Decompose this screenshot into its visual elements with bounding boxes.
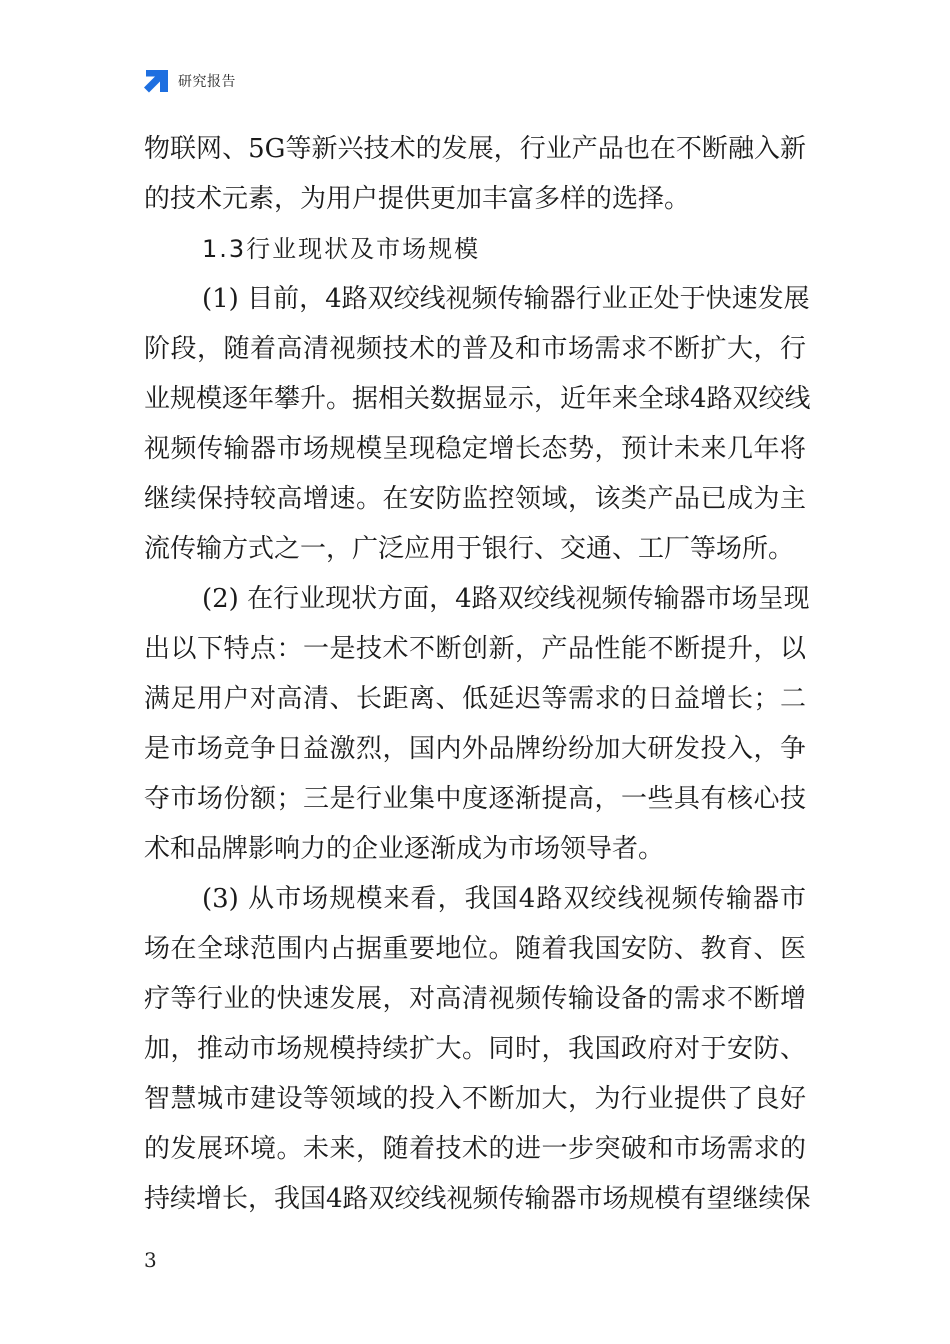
text-line: 业规模逐年攀升。据相关数据显示，近年来全球4路双绞线 [144, 384, 811, 414]
text-line: 的技术元素，为用户提供更加丰富多样的选择。 [144, 184, 691, 214]
text-line: 满足用户对高清、长距离、低延迟等需求的日益增长；二 [144, 684, 806, 714]
text-line: 疗等行业的快速发展，对高清视频传输设备的需求不断增 [144, 984, 806, 1014]
page-number: 3 [144, 1248, 157, 1272]
text-line: 继续保持较高增速。在安防监控领域，该类产品已成为主 [144, 484, 806, 514]
text-line: 是市场竞争日益激烈，国内外品牌纷纷加大研发投入，争 [144, 734, 806, 764]
text-line: 智慧城市建设等领域的投入不断加大，为行业提供了良好 [144, 1084, 806, 1114]
paragraph-start-line: (2) 在行业现状方面，4路双绞线视频传输器市场呈现 [202, 584, 810, 614]
text-line: 物联网、5G等新兴技术的发展，行业产品也在不断融入新 [144, 134, 806, 164]
text-line: 出以下特点：一是技术不断创新，产品性能不断提升，以 [144, 634, 806, 664]
text-line: 术和品牌影响力的企业逐渐成为市场领导者。 [144, 834, 665, 864]
page-header [144, 66, 236, 96]
text-line: 流传输方式之一，广泛应用于银行、交通、工厂等场所。 [144, 534, 795, 564]
paragraph-start-line: (1) 目前，4路双绞线视频传输器行业正处于快速发展 [202, 284, 810, 314]
text-line: 加，推动市场规模持续扩大。同时，我国政府对于安防、 [144, 1034, 806, 1064]
text-line: 阶段，随着高清视频技术的普及和市场需求不断扩大，行 [144, 334, 806, 364]
paragraph-start-line: (3) 从市场规模来看，我国4路双绞线视频传输器市 [202, 884, 806, 914]
text-line: 的发展环境。未来，随着技术的进一步突破和市场需求的 [144, 1134, 806, 1164]
header-title: 研究报告 [178, 74, 236, 90]
section-heading: 1.3行业现状及市场规模 [202, 235, 481, 263]
text-line: 场在全球范围内占据重要地位。随着我国安防、教育、医 [144, 934, 806, 964]
arrow-up-right-icon [144, 68, 170, 94]
document-body [144, 124, 811, 1224]
text-line: 持续增长，我国4路双绞线视频传输器市场规模有望继续保 [144, 1184, 811, 1214]
text-line: 视频传输器市场规模呈现稳定增长态势，预计未来几年将 [144, 434, 806, 464]
text-line: 夺市场份额；三是行业集中度逐渐提高，一些具有核心技 [144, 784, 806, 814]
